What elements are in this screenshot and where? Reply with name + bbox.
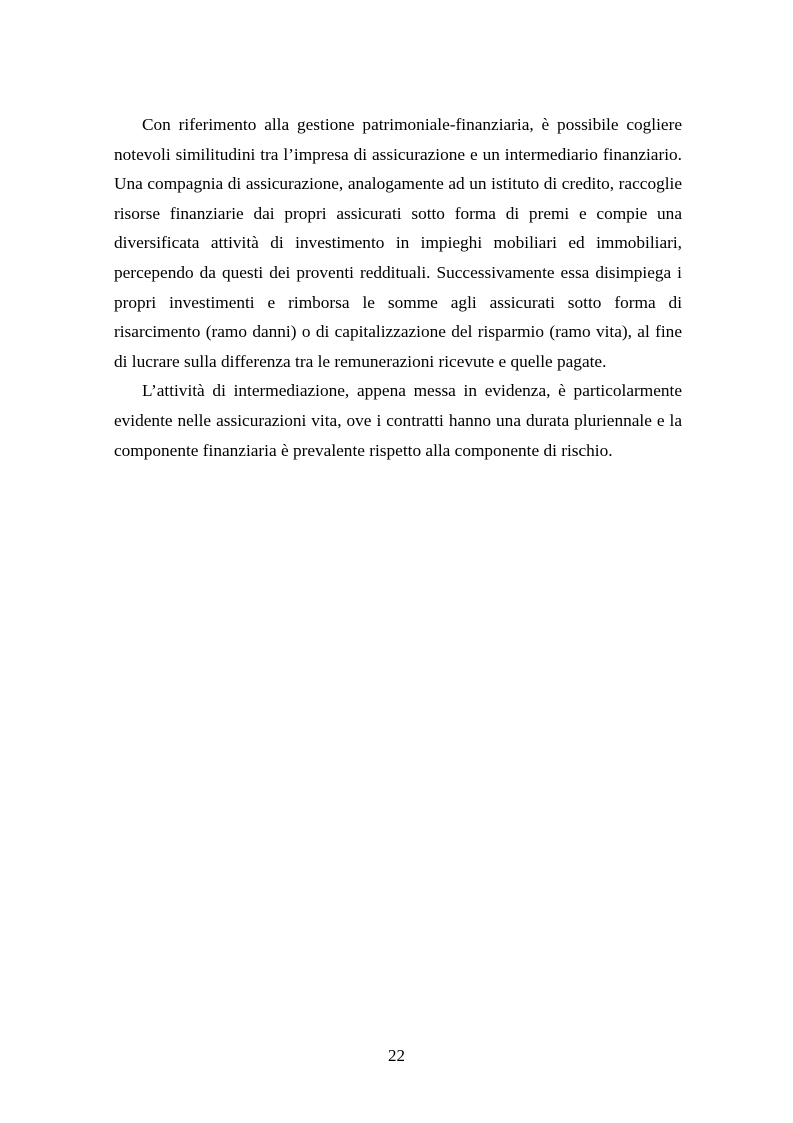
paragraph-1: Con riferimento alla gestione patrimoniale-finanziaria, è possibile cogliere notevoli similitudini tra l’impresa di assicurazione e un intermediario finanziario. Una compagnia di assicurazione, analogamente ad un istituto di credito, raccoglie risorse finanziarie dai propri assicurati sotto forma di premi e compie una diversificata attività di investimento in impieghi mobiliari ed immobiliari, percependo da questi dei proventi reddituali. Successivamente essa disimpiega i propri investimenti e rimborsa le somme agli assicurati sotto forma di risarcimento (ramo danni) o di capitalizzazione del risparmio (ramo vita), al fine di lucrare sulla differenza tra le remunerazioni ricevute e quelle pagate. <box>114 115 682 371</box>
paragraph-2: L’attività di intermediazione, appena messa in evidenza, è particolarmente evidente nelle assicurazioni vita, ove i contratti hanno una durata pluriennale e la componente finanziaria è prevalente rispetto alla componente di rischio. <box>114 381 682 460</box>
page-number: 22 <box>388 1046 405 1065</box>
body-text <box>114 110 682 465</box>
